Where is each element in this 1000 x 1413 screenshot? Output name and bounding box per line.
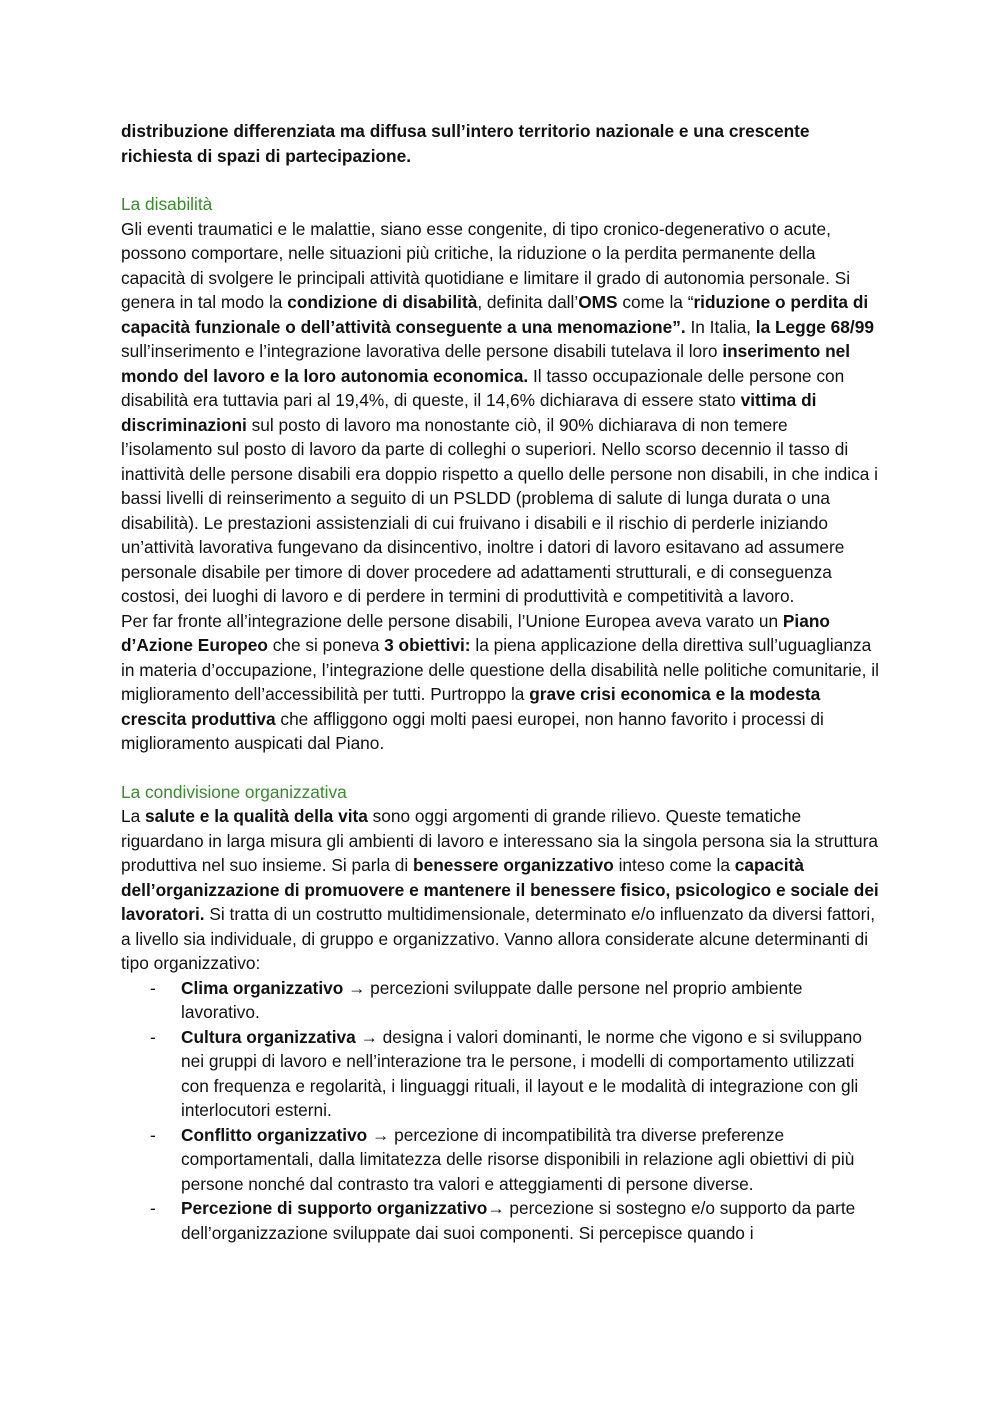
bold-text: OMS	[578, 292, 618, 312]
list-item-text: → percezione si sostegno e/o supporto da parte dell’organizzazione sviluppate dai suoi componenti. Si percepisce quando i	[181, 1198, 856, 1243]
list-item-term: Percezione di supporto organizzativo	[181, 1198, 488, 1218]
text-run: sono oggi argomenti di grande rilievo. Queste tematiche riguardano in larga misura gli ambienti di lavoro e interessano sia la singola persona sia la struttura produttiva nel suo insieme. Si parla di	[121, 806, 878, 875]
section-heading-disabilita: La disabilità	[121, 194, 213, 214]
list-item-term: Clima organizzativo	[181, 977, 344, 998]
text-run: , definita dall’	[477, 292, 579, 312]
text-run: sul posto di lavoro ma nonostante ciò, il 90% dichiarava di non temere l’isolamento sul posto di lavoro da parte di colleghi o superiori. Nello scorso decennio il tasso di inattività delle persone disabili era doppio rispetto a quello delle persone non disabili, in che indica i bassi livelli di reinserimento a seguito di un PSLDD (problema di salute di lunga durata o una disabilità). Le prestazioni assistenziali di cui fruivano i disabili e il rischio di perderle iniziando un’attività lavorativa fungevano da disincentivo, inoltre i datori di lavoro esitavano ad assumere personale disabile per timore di dover procedere ad adattamenti strutturali, e di conseguenza costosi, dei luoghi di lavoro e di perdere in termini di produttività e competitività a lavoro.	[121, 414, 879, 606]
text-run: come la “	[617, 292, 694, 312]
bold-text: inserimento nel mondo del lavoro e la loro autonomia economica.	[121, 341, 851, 386]
list-item-term: Conflitto organizzativo	[181, 1124, 368, 1145]
text-run: In Italia,	[685, 316, 756, 337]
section-heading-condivisione: La condivisione organizzativa	[121, 781, 347, 802]
bold-text: 3 obiettivi:	[384, 635, 471, 655]
bold-text: condizione di disabilità	[287, 292, 478, 312]
text-run: Si tratta di un costrutto multidimensionale, determinato e/o influenzato da diversi fattori, a livello sia individuale, di gruppo e organizzativo. Vanno allora considerate alcune determinanti di tipo organizzativo:	[121, 904, 876, 973]
bold-text: salute e la qualità della vita	[145, 806, 368, 826]
text-run: Per far fronte all’integrazione delle persone disabili, l’Unione Europea aveva varato un	[121, 610, 783, 631]
determinanti-list	[121, 976, 881, 1246]
disabilita-paragraph-1	[121, 217, 881, 609]
condivisione-paragraph-1	[121, 804, 881, 976]
intro-paragraph	[121, 119, 881, 168]
list-item-term: Cultura organizzativa	[181, 1026, 356, 1047]
bold-text: riduzione o perdita di capacità funzionale o dell’attività conseguente a una menomazione”.	[121, 292, 869, 337]
text-run: che affliggono oggi molti paesi europei, non hanno favorito i processi di miglioramento auspicati dal Piano.	[121, 708, 824, 753]
list-item	[181, 1123, 881, 1197]
text-run: Gli eventi traumatici e le malattie, siano esse congenite, di tipo cronico-degenerativo o acute, possono comportare, nelle situazioni più critiche, la riduzione o la perdita permanente della capacità di svolgere le principali attività quotidiane e limitare il grado di autonomia personale. Si genera in tal modo la	[121, 218, 851, 312]
list-item-text: → percezione di incompatibilità tra diverse preferenze comportamentali, dalla limitatezza delle risorse disponibili in relazione agli obiettivi di più persone nonché dal contrasto tra valori e atteggiamenti di persone diverse.	[181, 1124, 855, 1194]
bold-text: vittima di discriminazioni	[121, 390, 817, 435]
bold-text: grave crisi economica e la modesta crescita produttiva	[121, 684, 821, 729]
disabilita-paragraph-2	[121, 609, 881, 756]
text-run: sull’inserimento e l’integrazione lavorativa delle persone disabili tutelava il loro	[121, 341, 723, 361]
list-item	[181, 1196, 881, 1245]
text-run: La	[121, 806, 146, 826]
text-run: la piena applicazione della direttiva sull’uguaglianza in materia d’occupazione, l’integrazione delle questione della disabilità nelle politiche comunitarie, il miglioramento dell’accessibilità per tutti. Purtroppo la	[121, 635, 879, 704]
bold-text: distribuzione differenziata ma diffusa sull’intero territorio nazionale e una crescente richiesta di spazi di partecipazione.	[121, 121, 810, 166]
list-item-text: → percezioni sviluppate dalle persone nel proprio ambiente lavorativo.	[181, 977, 803, 1022]
list-item	[181, 976, 881, 1025]
list-item	[181, 1025, 881, 1123]
bold-text: benessere organizzativo	[413, 855, 614, 875]
list-item-text: → designa i valori dominanti, le norme che vigono e si sviluppano nei gruppi di lavoro e nell’interazione tra le persone, i modelli di comportamento utilizzati con frequenza e regolarità, i linguaggi rituali, il layout e le modalità di integrazione con gli interlocutori esterni.	[181, 1026, 863, 1120]
text-run: che si poneva	[267, 635, 385, 655]
bold-text: capacità dell’organizzazione di promuovere e mantenere il benessere fisico, psicologico e sociale dei lavoratori.	[121, 855, 879, 924]
bold-text: Piano d’Azione Europeo	[121, 610, 830, 655]
text-run: Il tasso occupazionale delle persone con disabilità era tuttavia pari al 19,4%, di queste, il 14,6% dichiarava di essere stato	[121, 365, 845, 410]
text-run: inteso come la	[613, 855, 735, 875]
bold-text: la Legge 68/99	[755, 316, 874, 337]
document-page	[121, 119, 881, 1245]
